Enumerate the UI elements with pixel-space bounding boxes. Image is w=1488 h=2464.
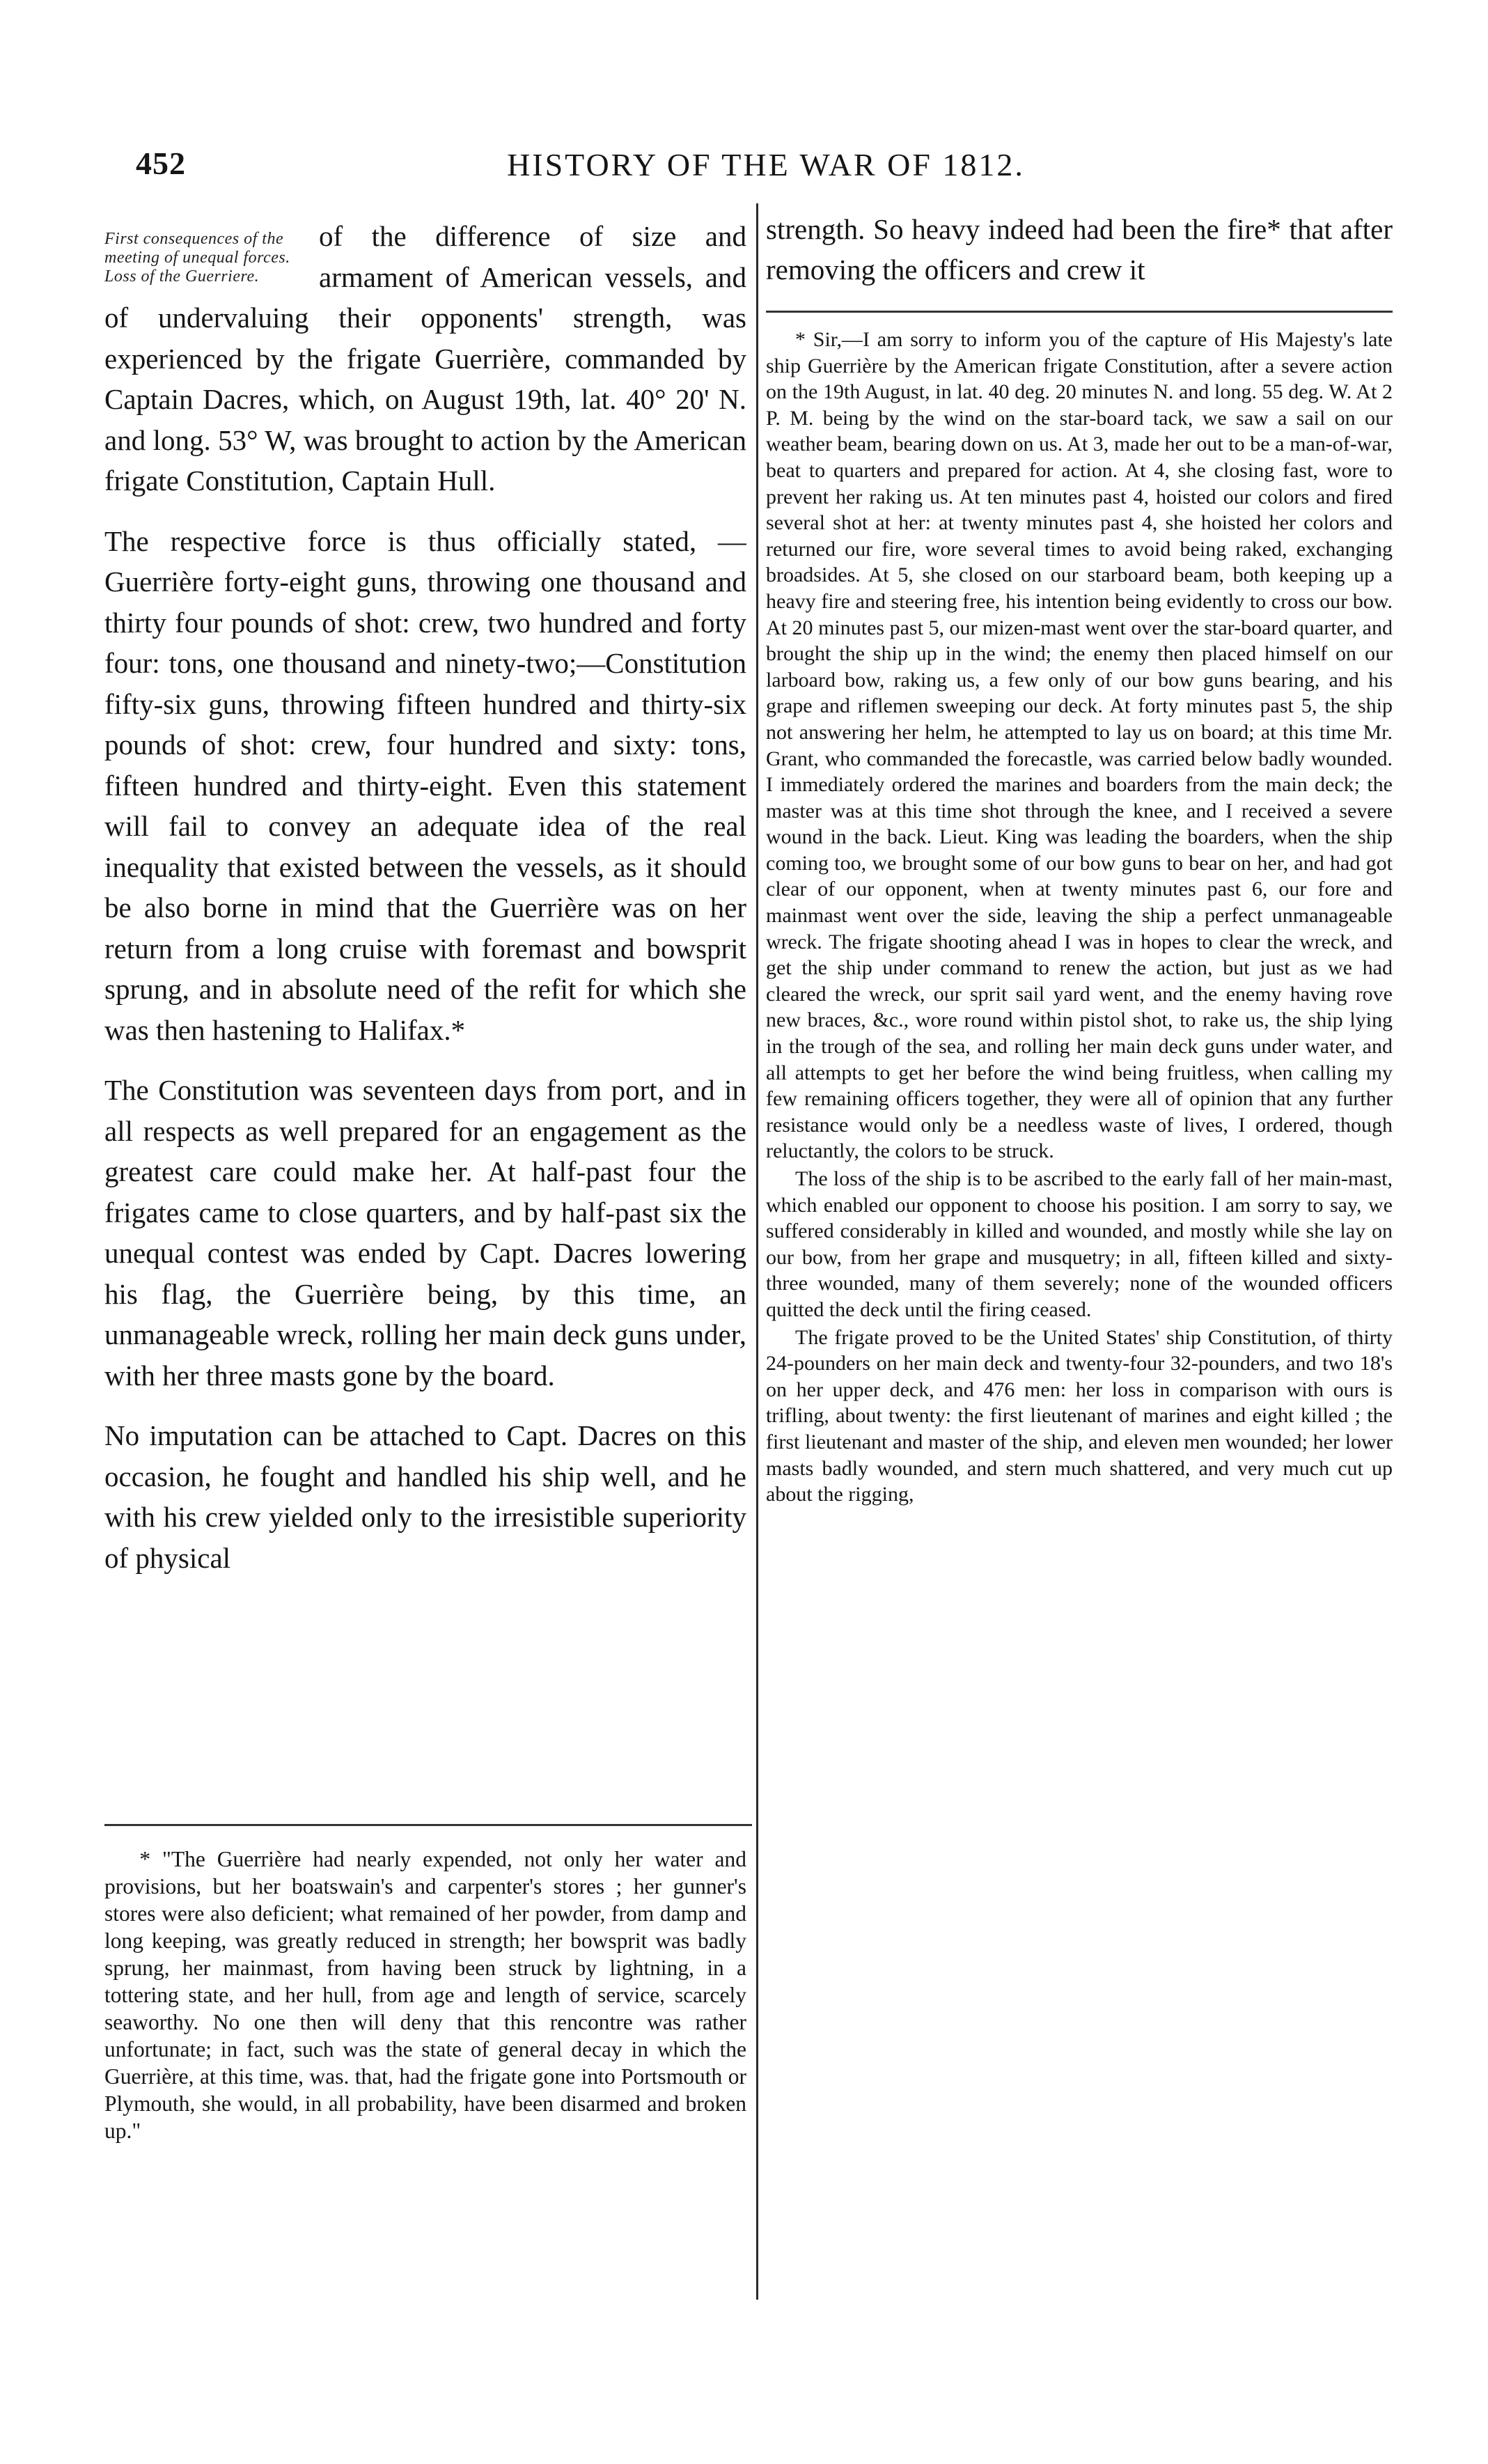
column-divider [756, 203, 758, 2300]
footnote: * "The Guerrière had nearly expended, not only her water and provisions, but her boatswain's and carpenter's stores ; her gunner's stores were also deficient; what remained of her powder, from damp and long keeping, was greatly reduced in strength; her bowsprit was badly sprung, her mainmast, from having been struck by lightning, in a tottering state, and her hull, from age and length of service, scarcely seaworthy. No one then will deny that this rencontre was rather unfortunate; in fact, such was the state of general decay in which the Guerrière, at this time, was. that, had the frigate gone into Portsmouth or Plymouth, she would, in all probability, have been disarmed and broken up." [104, 1847, 746, 2143]
body-paragraph: No imputation can be attached to Capt. Dacres on this occasion, he fought and handled his ship well, and he with his crew yielded only to the irresistible superiority of physical [104, 1419, 746, 1574]
running-head: HISTORY OF THE WAR OF 1812. [507, 147, 1025, 182]
footnote-rule [766, 311, 1393, 313]
body-paragraph: The respective force is thus officially stated, —Guerrière forty-eight guns, throwing one thousand and thirty four pounds of shot: crew, two hundred and forty four: tons, one thousand and ninety-two;—Constitution fifty-six guns, throwing fifteen hundred and thirty-six pounds of shot: crew, four hundred and sixty: tons, fifteen hundred and thirty-eight. Even this statement will fail to convey an adequate idea of the real inequality that existed between the vessels, as it should be also borne in mind that the Guerrière was on her return from a long cruise with foremast and bowsprit sprung, and in absolute need of the refit for which she was then hastening to Halifax.* [104, 524, 746, 1046]
page-header [136, 145, 1396, 194]
right-column [766, 209, 1393, 2298]
body-paragraph: strength. So heavy indeed had been the fire* that after removing the officers and crew it [766, 213, 1393, 286]
letter-footnote-paragraph: The loss of the ship is to be ascribed to the early fall of her main-mast, which enabled our opponent to choose his position. I am sorry to say, we suffered considerably in killed and wounded, and mostly while she lay on our bow, from her grape and musquetry; in all, fifteen killed and sixty-three wounded, many of them severely; none of the wounded officers quitted the deck until the firing ceased. [766, 1167, 1393, 1321]
footnote-rule [104, 1824, 752, 1826]
body-paragraph: of the difference of size and armament of American vessels, and of undervaluing their opponents' strength, was experienced by the frigate Guerrière, commanded by Captain Dacres, which, on August 19th, lat. 40° 20' N. and long. 53° W, was brought to action by the American frigate Constitution, Captain Hull. [104, 220, 746, 497]
page-number: 452 [136, 146, 186, 181]
letter-footnote-paragraph: * Sir,—I am sorry to inform you of the capture of His Majesty's late ship Guerrière by the American frigate Constitution, after a severe action on the 19th August, in lat. 40 deg. 20 minutes N. and long. 55 deg. W. At 2 P. M. being by the wind on the star-board tack, we saw a sail on our weather beam, bearing down on us. At 3, made her out to be a man-of-war, beat to quarters and prepared for action. At 4, she closing fast, wore to prevent her raking us. At ten minutes past 4, hoisted our colors and fired several shot at her: at twenty minutes past 4, she hoisted her colors and returned our fire, wore several times to avoid being raked, exchanging broadsides. At 5, she closed on our starboard beam, both keeping up a heavy fire and steering free, his intention being evidently to cross our bow. At 20 minutes past 5, our mizen-mast went over the star-board quarter, and brought the ship up in the wind; the enemy then placed himself on our larboard bow, raking us, a few only of our bow guns bearing, and his grape and riflemen sweeping our deck. At forty minutes past 5, the ship not answering her helm, he attempted to lay us on board; at this time Mr. Grant, who commanded the forecastle, was carried below badly wounded. I immediately ordered the marines and boarders from the main deck; the master was at this time shot through the knee, and I received a severe wound in the back. Lieut. King was leading the boarders, when the ship coming too, we brought some of our bow guns to bear on her, and had got clear of our opponent, when at twenty minutes past 6, our fore and mainmast went over the side, leaving the ship a perfect unmanageable wreck. The frigate shooting ahead I was in hopes to clear the wreck, and get the ship under command to renew the action, but just as we had cleared the wreck, our sprit sail yard went, and the enemy having rove new braces, &c., wore round within pistol shot, to rake us, the ship lying in the trough of the sea, and rolling her main deck guns under water, and all attempts to get her before the wind being fruitless, when calling my few remaining officers together, they were all of opinion that any further resistance would only be a needless waste of lives, I ordered, though reluctantly, the colors to be struck. [766, 328, 1393, 1163]
letter-footnote-paragraph: The frigate proved to be the United States' ship Constitution, of thirty 24-pounders on her main deck and twenty-four 32-pounders, and two 18's on her upper deck, and 476 men: her loss in comparison with ours is trifling, about twenty: the first lieutenant of marines and eight killed ; the first lieutenant and master of the ship, and eleven men wounded; her lower masts badly wounded, and stern much shattered, and very much cut up about the rigging, [766, 1325, 1393, 1506]
body-paragraph: The Constitution was seventeen days from port, and in all respects as well prepared for an engagement as the greatest care could make her. At half-past four the frigates came to close quarters, and by half-past six the unequal contest was ended by Capt. Dacres lowering his flag, the Guerrière being, by this time, an unmanageable wreck, rolling her main deck guns under, with her three masts gone by the board. [104, 1074, 746, 1391]
marginal-sidenote: First consequences of the meeting of unequal forces. Loss of the Guerriere. [104, 230, 290, 286]
